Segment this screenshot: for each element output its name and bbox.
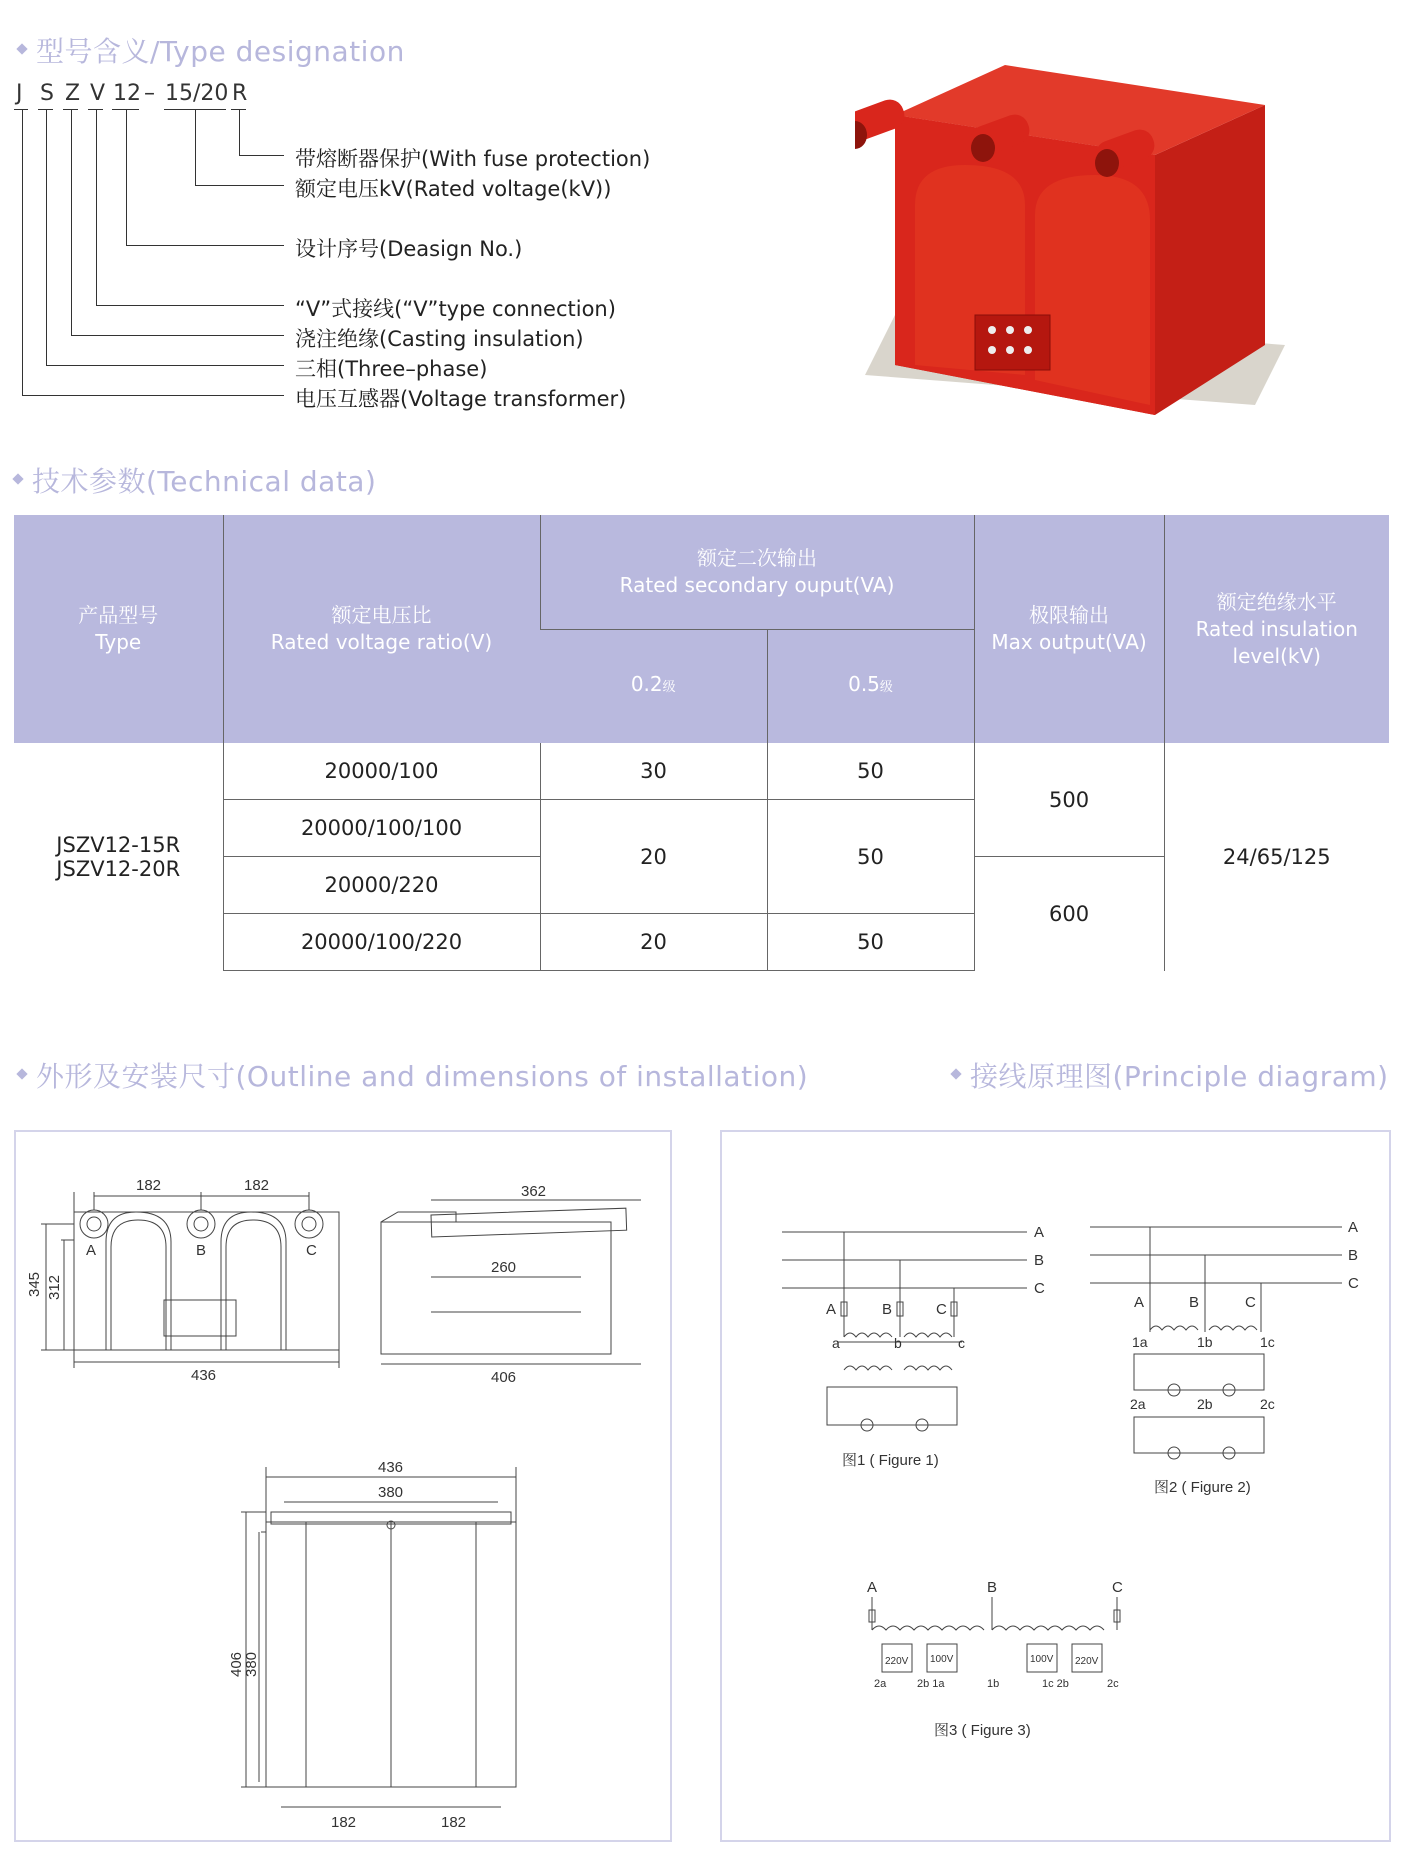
fig2-1c: 1c xyxy=(1260,1334,1275,1350)
diamond-bullet-icon xyxy=(16,43,27,54)
header-insulation xyxy=(1164,515,1389,743)
cell-ratio: 20000/100/220 xyxy=(223,914,540,971)
code-voltage: 15/20 xyxy=(165,81,229,106)
fig2-phase-a: A xyxy=(1134,1294,1145,1311)
figure-1 xyxy=(782,1224,1045,1469)
section-title-text: 接线原理图(Principle diagram) xyxy=(970,1060,1389,1093)
leader-line xyxy=(46,109,47,365)
fig2-1b: 1b xyxy=(1197,1334,1213,1350)
code-number-12: 12 xyxy=(113,81,141,106)
header-type xyxy=(14,515,223,743)
diamond-bullet-icon xyxy=(12,473,23,484)
header-secondary-cn: 额定二次输出 xyxy=(697,545,817,570)
leader-line xyxy=(71,335,284,336)
fig3-volt-1: 220V xyxy=(885,1656,909,1667)
cell-class-02: 30 xyxy=(540,743,767,800)
diamond-bullet-icon xyxy=(950,1068,961,1079)
header-insulation-cn: 额定绝缘水平 xyxy=(1216,589,1337,614)
cell-insulation: 24/65/125 xyxy=(1164,743,1389,971)
cell-ratio: 20000/220 xyxy=(223,857,540,914)
cell-class-05: 50 xyxy=(767,914,974,971)
dim-182-c: 182 xyxy=(331,1814,357,1831)
code-dash: – xyxy=(144,81,155,106)
cell-class-02: 20 xyxy=(540,914,767,971)
fig3-caption: 图3 ( Figure 3) xyxy=(934,1722,1031,1739)
fig3-term-1: 2a xyxy=(874,1678,887,1690)
leader-line xyxy=(126,245,284,246)
fig1-caption: 图1 ( Figure 1) xyxy=(842,1452,939,1469)
designation-label-casting: 浇注绝缘(Casting insulation) xyxy=(295,327,584,351)
header-class-02 xyxy=(540,629,767,743)
leader-line xyxy=(71,109,72,335)
cell-class-05: 50 xyxy=(767,743,974,800)
fig3-term-5: 2c xyxy=(1107,1678,1119,1690)
principle-diagrams xyxy=(722,1132,1389,1840)
phase-a: A xyxy=(86,1242,97,1259)
fig1-sec-b: b xyxy=(894,1335,902,1351)
fig2-bus-a: A xyxy=(1348,1219,1359,1236)
fig2-2b: 2b xyxy=(1197,1396,1213,1412)
leader-line xyxy=(195,185,284,186)
cell-max-output: 500 xyxy=(974,743,1164,857)
fig3-term-3: 1b xyxy=(987,1678,1000,1690)
figure-3 xyxy=(867,1579,1123,1739)
header-type-en: Type xyxy=(95,630,142,654)
dim-436: 436 xyxy=(191,1367,217,1384)
code-letter-r: R xyxy=(232,81,248,106)
fig2-phase-b: B xyxy=(1189,1294,1200,1311)
header-secondary xyxy=(540,515,974,629)
fig3-bus-b: B xyxy=(987,1579,998,1596)
dim-380-side: 380 xyxy=(243,1651,260,1677)
fig1-bus-a: A xyxy=(1034,1224,1045,1241)
fig2-2c: 2c xyxy=(1260,1396,1275,1412)
header-class-05 xyxy=(767,629,974,743)
code-letter-v: V xyxy=(90,81,106,106)
header-ratio xyxy=(223,515,540,743)
leader-line xyxy=(126,109,127,245)
cell-class-02: 20 xyxy=(540,800,767,914)
fig3-volt-2: 100V xyxy=(930,1654,954,1665)
section-title-text: 外形及安装尺寸(Outline and dimensions of installation) xyxy=(36,1060,809,1093)
top-view xyxy=(228,1459,516,1831)
fig3-bus-a: A xyxy=(867,1579,878,1596)
header-class-05-unit: 级 xyxy=(879,680,893,696)
dim-380-top: 380 xyxy=(378,1484,404,1501)
type-name: JSZV12-20R xyxy=(56,856,181,881)
cell-ratio: 20000/100/100 xyxy=(223,800,540,857)
header-max-output-en: Max output(VA) xyxy=(991,630,1147,654)
type-name: JSZV12-15R xyxy=(56,832,181,857)
fig1-phase-b: B xyxy=(882,1301,893,1318)
designation-label-v-connection: “V”式接线(“V”type connection) xyxy=(295,297,616,321)
header-secondary-en: Rated secondary ouput(VA) xyxy=(619,572,895,597)
fig1-phase-a: A xyxy=(826,1301,837,1318)
fig2-bus-b: B xyxy=(1348,1247,1359,1264)
figure-2 xyxy=(1090,1219,1359,1496)
outline-drawings xyxy=(16,1132,670,1840)
header-max-output-cn: 极限输出 xyxy=(1029,603,1110,627)
designation-label-voltage: 额定电压kV(Rated voltage(kV)) xyxy=(295,177,612,201)
outline-drawing-box xyxy=(14,1130,672,1842)
fig3-bus-c: C xyxy=(1112,1579,1123,1596)
fig1-sec-c: c xyxy=(958,1335,965,1351)
fig2-1a: 1a xyxy=(1132,1334,1148,1350)
fig1-phase-c: C xyxy=(936,1301,947,1318)
fig1-sec-a: a xyxy=(832,1335,840,1351)
header-class-05-num: 0.5 xyxy=(848,672,880,697)
dim-406-side: 406 xyxy=(491,1369,517,1386)
dim-362: 362 xyxy=(521,1183,547,1200)
designation-label-design-no: 设计序号(Deasign No.) xyxy=(295,237,523,261)
header-class-02-unit: 级 xyxy=(662,680,676,696)
fig2-phase-c: C xyxy=(1245,1294,1256,1311)
leader-line xyxy=(22,395,284,396)
header-ratio-cn: 额定电压比 xyxy=(331,603,432,627)
fig2-2a: 2a xyxy=(1130,1396,1146,1412)
fig1-bus-b: B xyxy=(1034,1252,1045,1269)
section-title-type-designation xyxy=(18,30,405,70)
underline xyxy=(14,109,28,110)
header-max-output xyxy=(974,515,1164,743)
section-title-technical-data xyxy=(14,460,376,500)
cell-max-output: 600 xyxy=(974,857,1164,971)
leader-line xyxy=(195,109,196,185)
front-view xyxy=(26,1177,339,1384)
section-title-outline xyxy=(18,1055,808,1095)
code-letter-j: J xyxy=(16,81,23,106)
section-title-principle xyxy=(952,1055,1389,1095)
dim-182-d: 182 xyxy=(441,1814,467,1831)
header-ratio-en: Rated voltage ratio(V) xyxy=(270,630,493,654)
diamond-bullet-icon xyxy=(16,1068,27,1079)
leader-line xyxy=(46,365,284,366)
code-letter-z: Z xyxy=(65,81,81,106)
fig3-term-4: 1c 2b xyxy=(1042,1678,1069,1690)
leader-line xyxy=(239,155,284,156)
section-title-text: 技术参数(Technical data) xyxy=(32,465,377,498)
dim-406-top: 406 xyxy=(228,1651,245,1677)
designation-label-three-phase: 三相(Three–phase) xyxy=(295,357,488,381)
cell-class-05: 50 xyxy=(767,800,974,914)
dim-182-b: 182 xyxy=(244,1177,270,1194)
table-row xyxy=(14,743,1389,800)
dim-436-top: 436 xyxy=(378,1459,404,1476)
principle-diagram-box xyxy=(720,1130,1391,1842)
section-title-text: 型号含义/Type designation xyxy=(36,35,405,68)
header-insulation-en: Rated insulation level(kV) xyxy=(1195,616,1358,668)
leader-line xyxy=(96,305,284,306)
fig1-bus-c: C xyxy=(1034,1280,1045,1297)
table-header-row xyxy=(14,515,1389,629)
cell-type xyxy=(14,743,223,971)
leader-line xyxy=(22,109,23,395)
type-designation-diagram xyxy=(0,75,720,425)
fig3-volt-3: 100V xyxy=(1030,1654,1054,1665)
fig2-caption: 图2 ( Figure 2) xyxy=(1154,1479,1251,1496)
product-photo xyxy=(855,45,1325,465)
header-type-cn: 产品型号 xyxy=(78,603,159,627)
fig2-bus-c: C xyxy=(1348,1275,1359,1292)
technical-data-table xyxy=(14,515,1389,971)
header-class-02-num: 0.2 xyxy=(630,672,663,697)
designation-label-voltage-transformer: 电压互感器(Voltage transformer) xyxy=(295,387,627,411)
phase-c: C xyxy=(306,1242,317,1259)
dim-312: 312 xyxy=(46,1274,63,1300)
fig3-volt-4: 220V xyxy=(1075,1656,1099,1667)
leader-line xyxy=(239,109,240,155)
dim-260: 260 xyxy=(491,1259,517,1276)
dim-345: 345 xyxy=(26,1271,43,1297)
dim-182-a: 182 xyxy=(136,1177,162,1194)
side-view xyxy=(381,1183,641,1386)
fig3-term-2: 2b 1a xyxy=(917,1678,945,1690)
leader-line xyxy=(96,109,97,305)
designation-label-fuse: 带熔断器保护(With fuse protection) xyxy=(295,147,651,171)
cell-ratio: 20000/100 xyxy=(223,743,540,800)
phase-b: B xyxy=(196,1242,207,1259)
code-letter-s: S xyxy=(40,81,54,106)
